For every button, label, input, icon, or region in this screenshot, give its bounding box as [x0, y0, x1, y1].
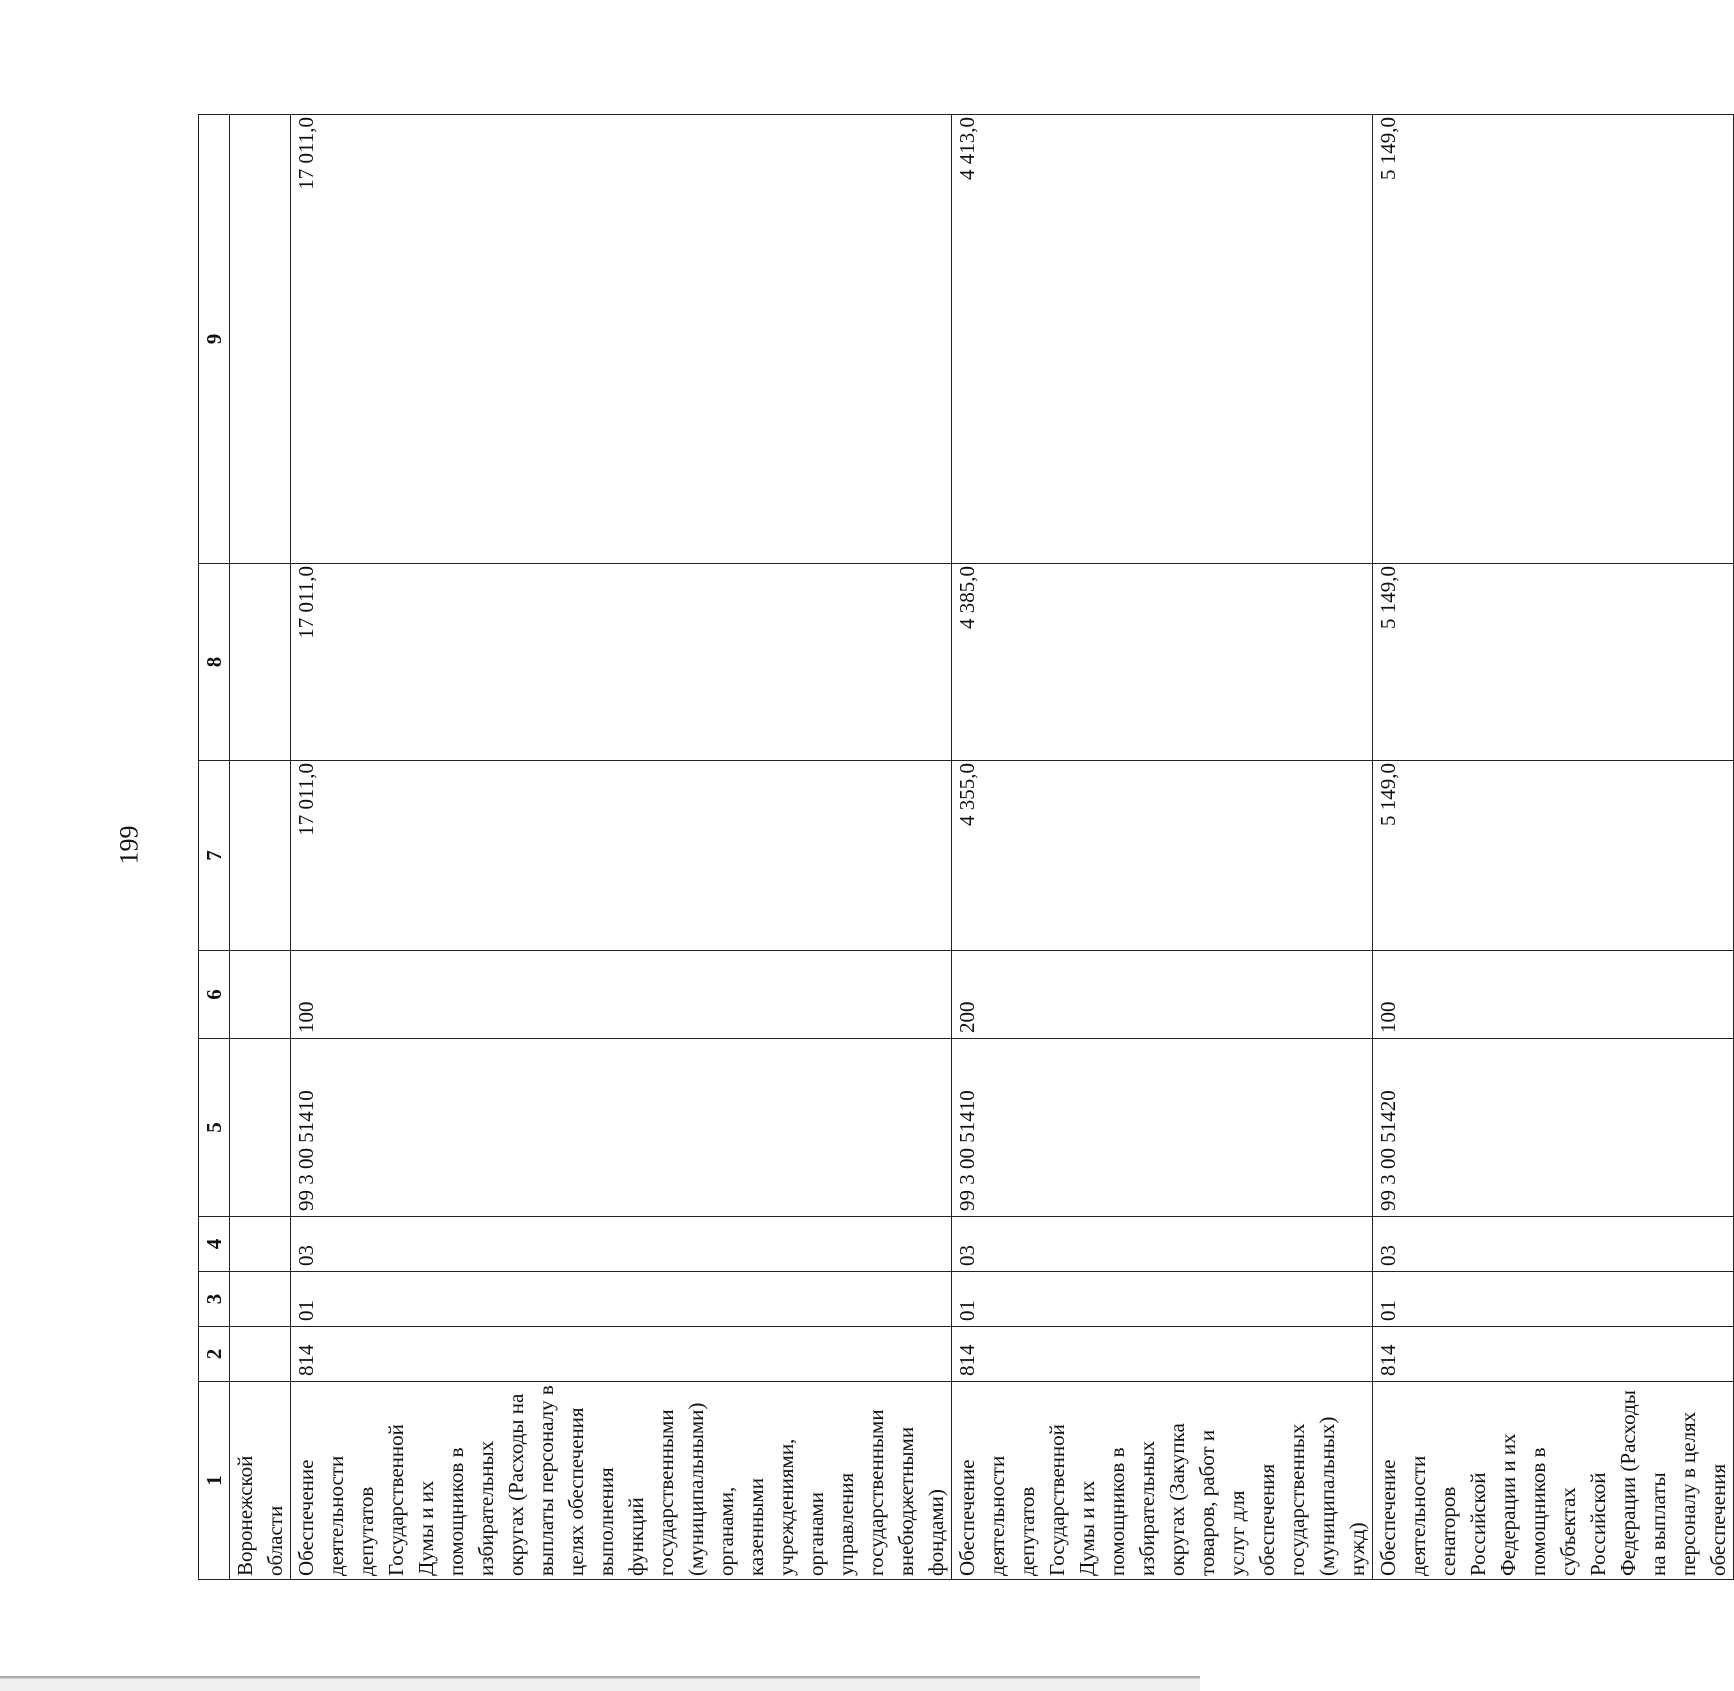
- row-col-5: 99 3 00 51420: [1373, 1039, 1734, 1217]
- row-col-7: 5 149,0: [1373, 761, 1734, 951]
- header-cell-8: 8: [199, 564, 230, 761]
- row-col-9: 17 011,0: [291, 115, 952, 564]
- row-col-7: 4 355,0: [952, 761, 1373, 951]
- row-col-4: 03: [291, 1217, 952, 1272]
- budget-table-rotated: [198, 115, 1730, 1580]
- row-col-8: 5 149,0: [1373, 564, 1734, 761]
- row-col-8: 17 011,0: [291, 564, 952, 761]
- header-cell-5: 5: [199, 1039, 230, 1217]
- header-cell-9: 9: [199, 115, 230, 564]
- row-col-2: 814: [291, 1327, 952, 1382]
- header-cell-4: 4: [199, 1217, 230, 1272]
- table-row: [952, 115, 1373, 1580]
- row-description: Обеспечение деятельности депутатов Государственной Думы и их помощников в избирательных округах (Расходы на выплаты персоналу в целях обеспечения выполнения функций государственными (муниципальными) органами, казенными учреждениями, органами управления государственными внебюджетными фондами): [291, 1382, 952, 1580]
- row-col-8: 4 385,0: [952, 564, 1373, 761]
- row-col-2: 814: [1373, 1327, 1734, 1382]
- table-row: [291, 115, 952, 1580]
- row-col-5: 99 3 00 51410: [952, 1039, 1373, 1217]
- scan-edge-shade: [0, 1679, 1200, 1691]
- row-col-5: 99 3 00 51410: [291, 1039, 952, 1217]
- section-label: Воронежской области: [230, 1382, 291, 1580]
- row-col-7: 17 011,0: [291, 761, 952, 951]
- row-col-4: 03: [952, 1217, 1373, 1272]
- row-col-3: 01: [952, 1272, 1373, 1327]
- row-col-6: 200: [952, 951, 1373, 1039]
- row-col-3: 01: [291, 1272, 952, 1327]
- budget-table: [198, 114, 1734, 1580]
- row-col-2: 814: [952, 1327, 1373, 1382]
- row-description: Обеспечение деятельности сенаторов Российской Федерации и их помощников в субъектах Российской Федерации (Расходы на выплаты персоналу в целях обеспечения: [1373, 1382, 1734, 1580]
- section-row: [230, 115, 291, 1580]
- table-row: [1373, 115, 1734, 1580]
- row-col-6: 100: [291, 951, 952, 1039]
- header-row: [199, 115, 230, 1580]
- row-col-4: 03: [1373, 1217, 1734, 1272]
- page-number: 199: [114, 825, 144, 865]
- row-col-9: 5 149,0: [1373, 115, 1734, 564]
- header-cell-2: 2: [199, 1327, 230, 1382]
- header-cell-7: 7: [199, 761, 230, 951]
- row-col-3: 01: [1373, 1272, 1734, 1327]
- row-description: Обеспечение деятельности депутатов Государственной Думы и их помощников в избирательных округах (Закупка товаров, работ и услуг для обеспечения государственных (муниципальных) нужд): [952, 1382, 1373, 1580]
- header-cell-3: 3: [199, 1272, 230, 1327]
- header-cell-1: 1: [199, 1382, 230, 1580]
- row-col-6: 100: [1373, 951, 1734, 1039]
- row-col-9: 4 413,0: [952, 115, 1373, 564]
- header-cell-6: 6: [199, 951, 230, 1039]
